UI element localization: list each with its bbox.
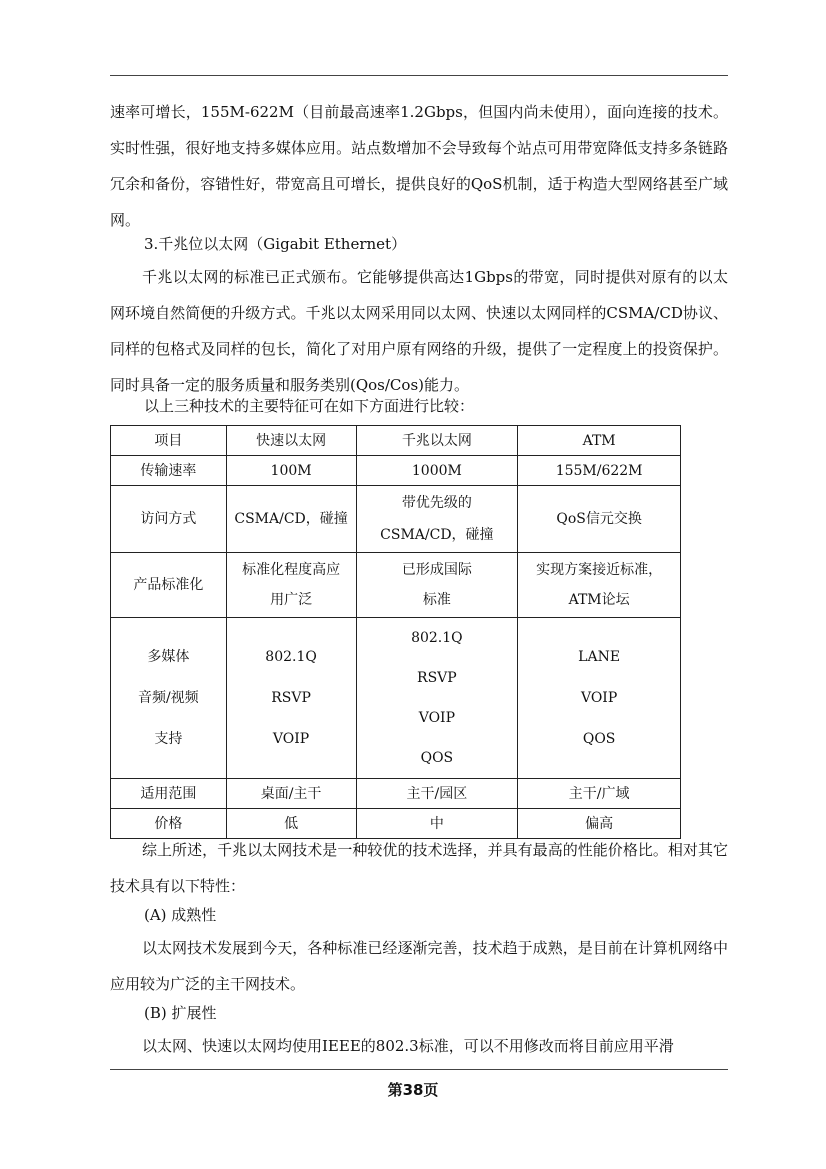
table-cell-line: 多媒体 [147,648,190,665]
table-row [111,618,681,779]
table-cell: 主干/广域 [518,779,681,809]
table-cell-line: 实现方案接近标准， [536,562,663,578]
table-cell: 产品标准化 [111,553,227,618]
table-cell: 中 [356,809,518,839]
paragraph-summary: 综上所述，千兆以太网技术是一种较优的技术选择，并具有最高的性能价格比。相对其它技术具有以下特性： [110,841,728,895]
table-row [111,779,681,809]
subheading-maturity: (A) 成熟性 [144,906,217,924]
table-cell-line: 带优先级的 [401,495,472,511]
table-cell: 100M [226,456,356,486]
table-cell: 访问方式 [111,486,227,553]
paragraph-gigabit: 千兆以太网的标准已正式颁布。它能够提供高达1Gbps的带宽，同时提供对原有的以太网环境自然简便的升级方式。千兆以太网采用同以太网、快速以太网同样的CSMA/CD协议、同样的包格式及同样的包长，简化了对用户原有网络的升级，提供了一定程度上的投资保护。同时具备一定的服务质量和服务类别(Qos/Cos)能力。 [110,268,728,394]
table-header-cell: 快速以太网 [226,426,356,456]
comparison-table [110,425,681,839]
paragraph-atm-features: 速率可增长，155M-622M（目前最高速率1.2Gbps，但国内尚未使用），面向连接的技术。实时性强，很好地支持多媒体应用。站点数增加不会导致每个站点可用带宽降低支持多条链路冗余和备份，容错性好，带宽高且可增长，提供良好的QoS机制，适于构造大型网络甚至广域网。 [110,103,728,229]
table-cell: 1000M [356,456,518,486]
table-cell-line: RSVP [271,689,311,706]
table-cell: 155M/622M [518,456,681,486]
table-cell: 价格 [111,809,227,839]
table-cell [356,553,518,618]
table-cell-line: VOIP [272,730,310,747]
comparison-intro: 以上三种技术的主要特征可在如下方面进行比较： [144,397,475,415]
subheading-scalability: (B) 扩展性 [144,1004,217,1022]
table-cell: QoS信元交换 [518,486,681,553]
table-cell-line: RSVP [417,670,457,686]
table-row [111,553,681,618]
table-header-cell: 项目 [111,426,227,456]
table-cell-line: 802.1Q [411,630,463,646]
table-cell-line: 音频/视频 [137,689,199,706]
table-cell: 主干/园区 [356,779,518,809]
table-header-cell: 千兆以太网 [356,426,518,456]
footer-rule [110,1069,728,1070]
table-cell: 桌面/主干 [226,779,356,809]
table-cell-line: 支持 [154,730,183,747]
table-cell-line: VOIP [580,689,618,706]
table-cell: 偏高 [518,809,681,839]
table-cell-line: 用广泛 [270,592,313,608]
table-cell [226,618,356,779]
table-cell [518,618,681,779]
table-cell [111,618,227,779]
table-cell-line: 标准化程度高应 [242,562,341,578]
table-cell-line: QOS [582,730,616,747]
table-cell-line: QOS [420,750,454,766]
table-cell [226,553,356,618]
table-cell: 传输速率 [111,456,227,486]
paragraph-maturity: 以太网技术发展到今天，各种标准已经逐渐完善，技术趋于成熟，是目前在计算机网络中应用较为广泛的主干网技术。 [110,939,728,993]
paragraph-scalability: 以太网、快速以太网均使用IEEE的802.3标准，可以不用修改而将目前应用平滑 [142,1037,674,1055]
table-row [111,456,681,486]
table-cell-line: 802.1Q [265,648,317,665]
table-cell-line: 已形成国际 [401,562,472,578]
table-row [111,486,681,553]
header-rule [110,75,728,76]
table-cell [356,486,518,553]
table-cell-line: CSMA/CD，碰撞 [380,527,494,543]
table-header-cell: ATM [518,426,681,456]
table-row [111,426,681,456]
table-cell: 适用范围 [111,779,227,809]
table-cell: 低 [226,809,356,839]
table-cell-line: VOIP [418,710,456,726]
table-cell [518,553,681,618]
table-cell-line: LANE [578,648,621,665]
table-cell: CSMA/CD，碰撞 [226,486,356,553]
table-cell-line: ATM论坛 [568,592,630,608]
section-heading-gigabit: 3.千兆位以太网（Gigabit Ethernet） [144,235,407,253]
page-number: 第38页 [387,1081,439,1099]
table-cell [356,618,518,779]
table-cell-line: 标准 [422,592,451,608]
